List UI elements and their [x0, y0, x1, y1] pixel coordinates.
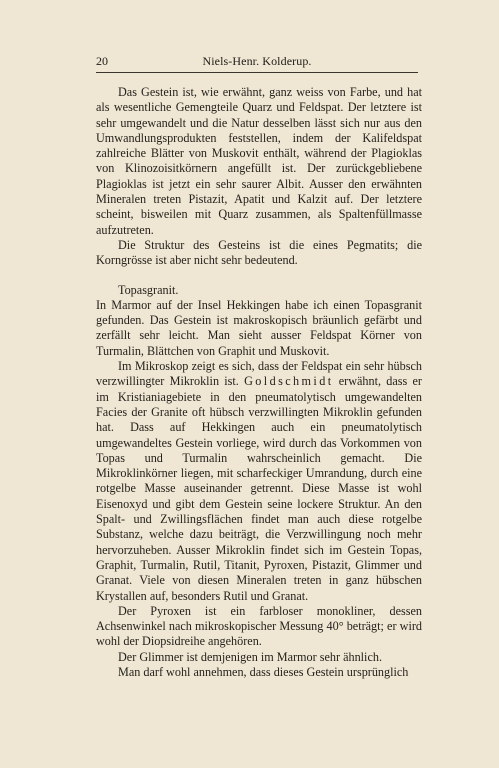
author-name: Goldschmidt — [244, 374, 334, 389]
paragraph-annahme: Man darf wohl annehmen, dass dieses Gestein ursprünglich — [118, 664, 409, 679]
paragraph-mikroskop — [96, 359, 422, 604]
page-number: 20 — [96, 54, 108, 68]
paragraph-glimmer: Der Glimmer ist demjenigen im Marmor sehr ähnlich. — [118, 649, 382, 664]
paragraph-gestein: Das Gestein ist, wie erwähnt, ganz weiss von Farbe, und hat als wesentliche Gemengteile Quarz und Feldspat. Der letztere ist sehr umgewandelt und die Natur desselben lässt sich nur aus den Umwandlungsprodukten feststellen, indem der Kalifeldspat zahlreiche Blätter von Muskovit enthält, während der Plagioklas von Klinozoisitkörnern angefüllt ist. Der zurückgebliebene Plagioklas ist jetzt ein sehr saurer Albit. Ausser den erwähnten Mineralen treten Pistazit, Apatit und Kalzit auf. Der letztere scheint, bisweilen mit Quarz zusammen, als Spaltenfüllmasse aufzutreten. — [96, 85, 422, 237]
paragraph-marmor: In Marmor auf der Insel Hekkingen habe ich einen Topasgranit gefunden. Das Gestein ist makroskopisch bräunlich gefärbt und zerfällt sehr leicht. Man sieht ausser Feldspat Körner von Turmalin, Blättchen von Graphit und Muskovit. — [96, 297, 422, 358]
header-rule — [96, 72, 418, 73]
page-header — [96, 54, 418, 72]
paragraph-mikroskop-rest: erwähnt, dass er im Kristianiagebiete in den pneumatolytisch umgewandelten Facies der Granite oft hübsch verzwillingten Mikroklin gefunden hat. Dass auf Hekkingen auch ein pneumatolytisch umgewandeltes Gestein vorliege, wird durch das Vorkommen von Topas und Turmalin wahrscheinlich gemacht. Die Mikroklinkörner liegen, mit scharfeckiger Umrandung, durch eine rotgelbe Masse auseinander getrennt. Diese Masse ist wohl Eisenoxyd und gibt dem Gestein seine lockere Struktur. An den Spalt- und Zwillingsflächen findet man auch diese rotgelbe Substanz, welche dazu beiträgt, die Verzwillingung noch mehr hervorzuheben. Ausser Mikroklin findet sich im Gestein Topas, Graphit, Turmalin, Rutil, Titanit, Pyroxen, Pistazit, Glimmer und Granat. Viele von diesen Mineralen treten in ganz hübschen Krystallen auf, besonders Rutil und Granat. — [96, 374, 422, 603]
paragraph-struktur: Die Struktur des Gesteins ist die eines Pegmatits; die Korngrösse ist aber nicht sehr bedeutend. — [96, 237, 422, 268]
section-title: Topasgranit. — [118, 282, 179, 297]
paragraph-mikroskop-start: Im Mikroskop zeigt es sich, dass der Feldspat ein sehr hübsch verzwillingter Mikroklin ist. — [96, 359, 422, 389]
body-text — [96, 85, 422, 680]
running-title: Niels-Henr. Kolderup. — [202, 54, 312, 68]
paragraph-pyroxen: Der Pyroxen ist ein farbloser monokliner, dessen Achsenwinkel nach mikroskopischer Messung 40° beträgt; er wird wohl der Diopsidreihe angehören. — [96, 603, 422, 649]
